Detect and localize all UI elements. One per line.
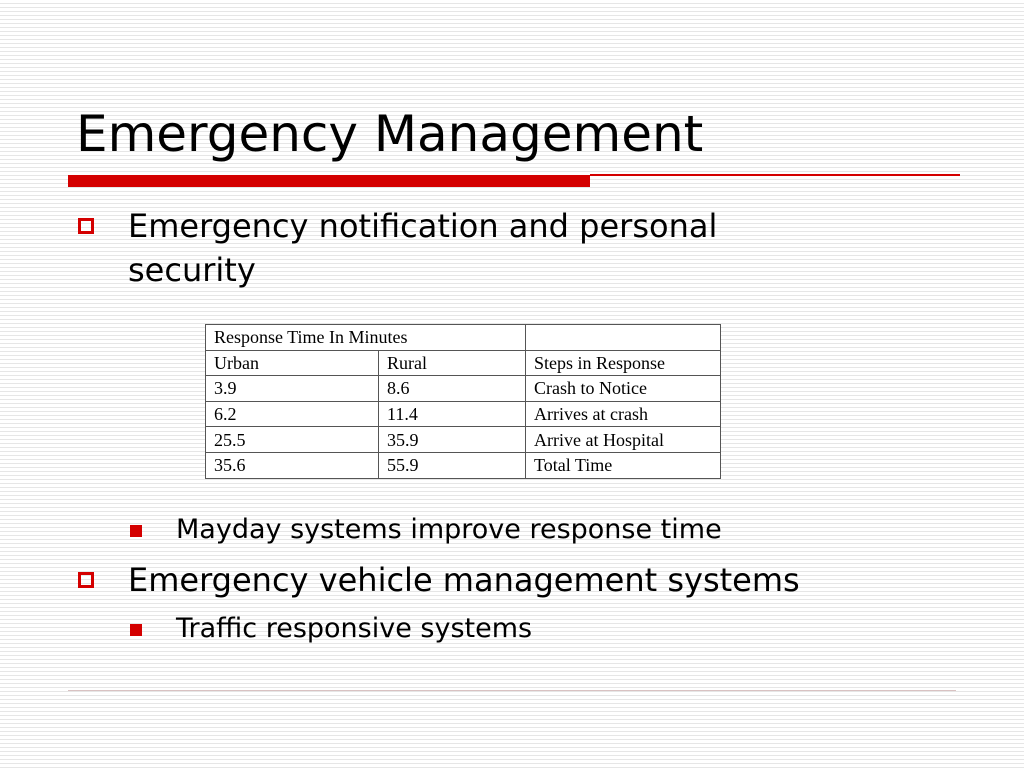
- sub-bullet-text: Traffic responsive systems: [176, 613, 533, 644]
- table-header-cell: Response Time In Minutes: [206, 325, 526, 351]
- table-cell: 8.6: [379, 376, 526, 402]
- bottom-rule: [68, 690, 956, 691]
- table-cell: Crash to Notice: [526, 376, 721, 402]
- slide-title: Emergency Management: [76, 105, 704, 163]
- table-row: [206, 376, 721, 402]
- hollow-square-icon: [78, 572, 94, 588]
- table-row: [206, 401, 721, 427]
- table-cell: 3.9: [206, 376, 379, 402]
- table-header-row: [206, 325, 721, 351]
- column-header: Rural: [379, 350, 526, 376]
- filled-square-icon: [130, 525, 142, 537]
- table-cell: Arrives at crash: [526, 401, 721, 427]
- table-cell: 11.4: [379, 401, 526, 427]
- table-cell: Arrive at Hospital: [526, 427, 721, 453]
- table-row: [206, 427, 721, 453]
- table-column-row: [206, 350, 721, 376]
- filled-square-icon: [130, 624, 142, 636]
- bullet-text-line-2: security: [128, 251, 256, 289]
- table-cell: Total Time: [526, 452, 721, 478]
- bullet-text: Emergency vehicle management systems: [128, 561, 800, 599]
- bullet-text-line-1: Emergency notification and personal: [128, 207, 718, 245]
- title-underline-thin: [590, 174, 960, 176]
- table-cell: 35.9: [379, 427, 526, 453]
- sub-bullet-text: Mayday systems improve response time: [176, 514, 722, 545]
- table-cell: 6.2: [206, 401, 379, 427]
- table-row: [206, 452, 721, 478]
- table-header-cell-empty: [526, 325, 721, 351]
- hollow-square-icon: [78, 218, 94, 234]
- table-cell: 35.6: [206, 452, 379, 478]
- response-time-table: [205, 324, 721, 479]
- column-header: Steps in Response: [526, 350, 721, 376]
- column-header: Urban: [206, 350, 379, 376]
- table-cell: 25.5: [206, 427, 379, 453]
- title-underline-red: [68, 175, 590, 187]
- bullet-text: [128, 204, 717, 292]
- table-cell: 55.9: [379, 452, 526, 478]
